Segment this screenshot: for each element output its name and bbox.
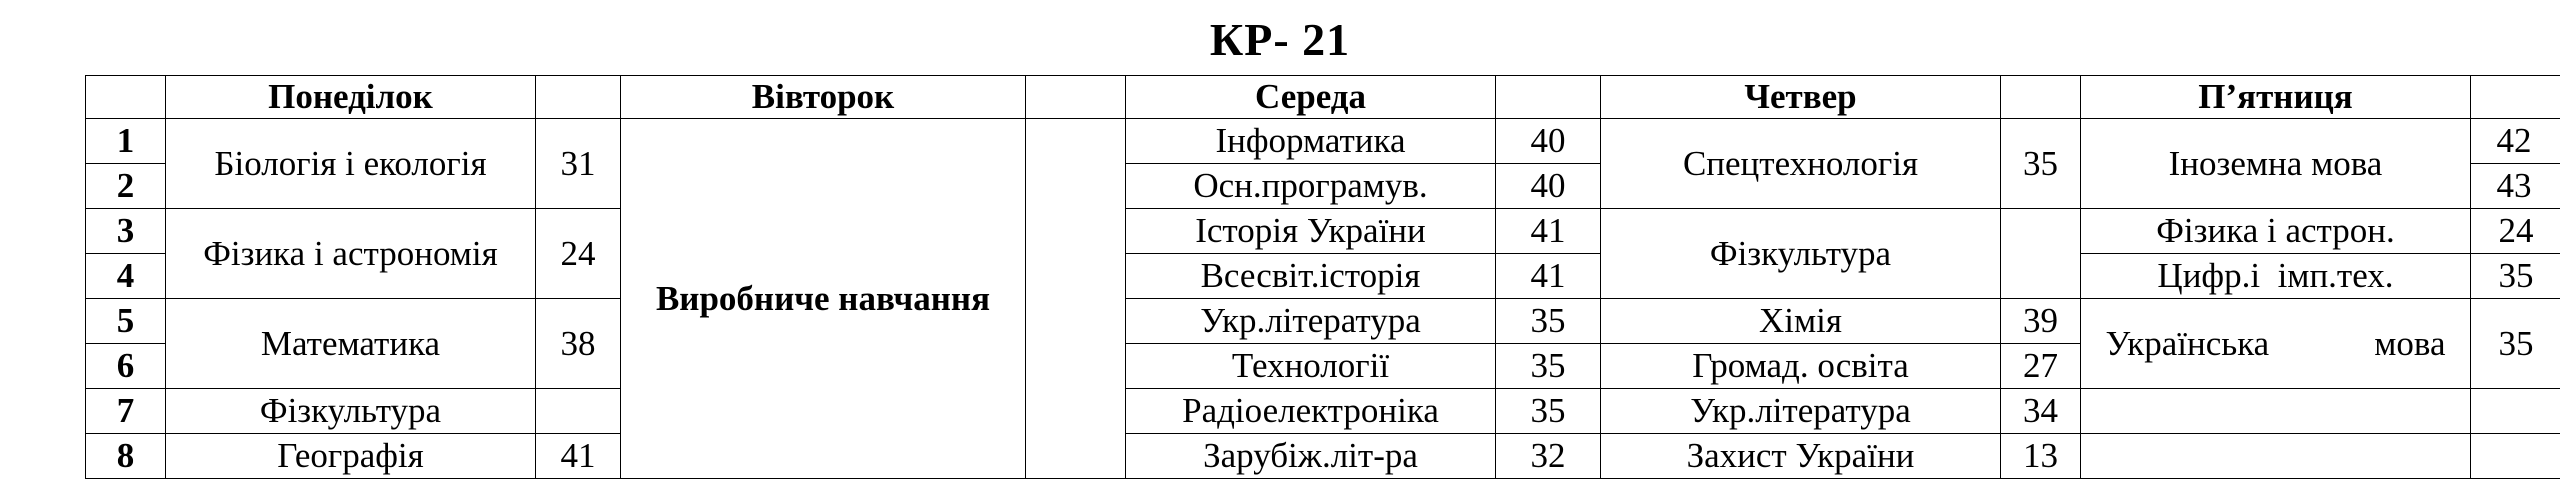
day-header-monday: Понеділок (166, 76, 536, 119)
friday-subject (2081, 434, 2471, 479)
table-row (86, 209, 2560, 254)
thursday-room (2001, 209, 2081, 299)
wednesday-room: 40 (1496, 164, 1601, 209)
thursday-room: 35 (2001, 119, 2081, 209)
schedule-table (85, 75, 2560, 479)
monday-subject: Математика (166, 299, 536, 389)
table-row (86, 389, 2560, 434)
wednesday-room: 40 (1496, 119, 1601, 164)
monday-room: 41 (536, 434, 621, 479)
wednesday-subject: Осн.програмув. (1126, 164, 1496, 209)
monday-room: 24 (536, 209, 621, 299)
thursday-subject: Спецтехнологія (1601, 119, 2001, 209)
wednesday-subject: Технології (1126, 344, 1496, 389)
room-header-friday (2471, 76, 2560, 119)
thursday-subject: Фізкультура (1601, 209, 2001, 299)
friday-subject (2081, 389, 2471, 434)
thursday-room: 39 (2001, 299, 2081, 344)
lesson-number: 8 (86, 434, 166, 479)
day-header-tuesday: Вівторок (621, 76, 1026, 119)
friday-room: 43 (2471, 164, 2560, 209)
room-header-thursday (2001, 76, 2081, 119)
day-header-thursday: Четвер (1601, 76, 2001, 119)
wednesday-subject: Зарубіж.літ-ра (1126, 434, 1496, 479)
friday-room (2471, 389, 2560, 434)
friday-room: 35 (2471, 299, 2560, 389)
thursday-subject: Хімія (1601, 299, 2001, 344)
lesson-number: 3 (86, 209, 166, 254)
wednesday-room: 35 (1496, 299, 1601, 344)
lesson-number-header (86, 76, 166, 119)
header-row (86, 76, 2560, 119)
wednesday-subject: Історія України (1126, 209, 1496, 254)
wednesday-subject: Укр.література (1126, 299, 1496, 344)
wednesday-room: 41 (1496, 209, 1601, 254)
monday-room (536, 389, 621, 434)
thursday-subject: Громад. освіта (1601, 344, 2001, 389)
lesson-number: 5 (86, 299, 166, 344)
wednesday-subject: Всесвіт.історія (1126, 254, 1496, 299)
friday-room: 35 (2471, 254, 2560, 299)
lesson-number: 4 (86, 254, 166, 299)
monday-subject: Фізика і астрономія (166, 209, 536, 299)
monday-subject: Біологія і екологія (166, 119, 536, 209)
tuesday-subject: Виробниче навчання (621, 119, 1026, 479)
table-row (86, 119, 2560, 164)
day-header-wednesday: Середа (1126, 76, 1496, 119)
room-header-monday (536, 76, 621, 119)
lesson-number: 6 (86, 344, 166, 389)
room-header-wednesday (1496, 76, 1601, 119)
wednesday-room: 32 (1496, 434, 1601, 479)
wednesday-subject: Інформатика (1126, 119, 1496, 164)
wednesday-room: 41 (1496, 254, 1601, 299)
page-title: КР- 21 (1209, 14, 1351, 65)
thursday-room: 13 (2001, 434, 2081, 479)
friday-subject: Фізика і астрон. (2081, 209, 2471, 254)
friday-room (2471, 434, 2560, 479)
monday-room: 38 (536, 299, 621, 389)
wednesday-room: 35 (1496, 389, 1601, 434)
lesson-number: 2 (86, 164, 166, 209)
lesson-number: 1 (86, 119, 166, 164)
thursday-room: 34 (2001, 389, 2081, 434)
friday-room: 42 (2471, 119, 2560, 164)
monday-subject: Географія (166, 434, 536, 479)
day-header-friday: П’ятниця (2081, 76, 2471, 119)
table-row (86, 299, 2560, 344)
friday-subject: Іноземна мова (2081, 119, 2471, 209)
thursday-subject: Захист України (1601, 434, 2001, 479)
wednesday-subject: Радіоелектроніка (1126, 389, 1496, 434)
friday-subject: Українська мова (2081, 299, 2471, 389)
friday-room: 24 (2471, 209, 2560, 254)
monday-subject: Фізкультура (166, 389, 536, 434)
tuesday-room (1026, 119, 1126, 479)
thursday-room: 27 (2001, 344, 2081, 389)
lesson-number: 7 (86, 389, 166, 434)
table-row (86, 434, 2560, 479)
friday-subject: Цифр.і імп.тех. (2081, 254, 2471, 299)
room-header-tuesday (1026, 76, 1126, 119)
wednesday-room: 35 (1496, 344, 1601, 389)
monday-room: 31 (536, 119, 621, 209)
thursday-subject: Укр.література (1601, 389, 2001, 434)
